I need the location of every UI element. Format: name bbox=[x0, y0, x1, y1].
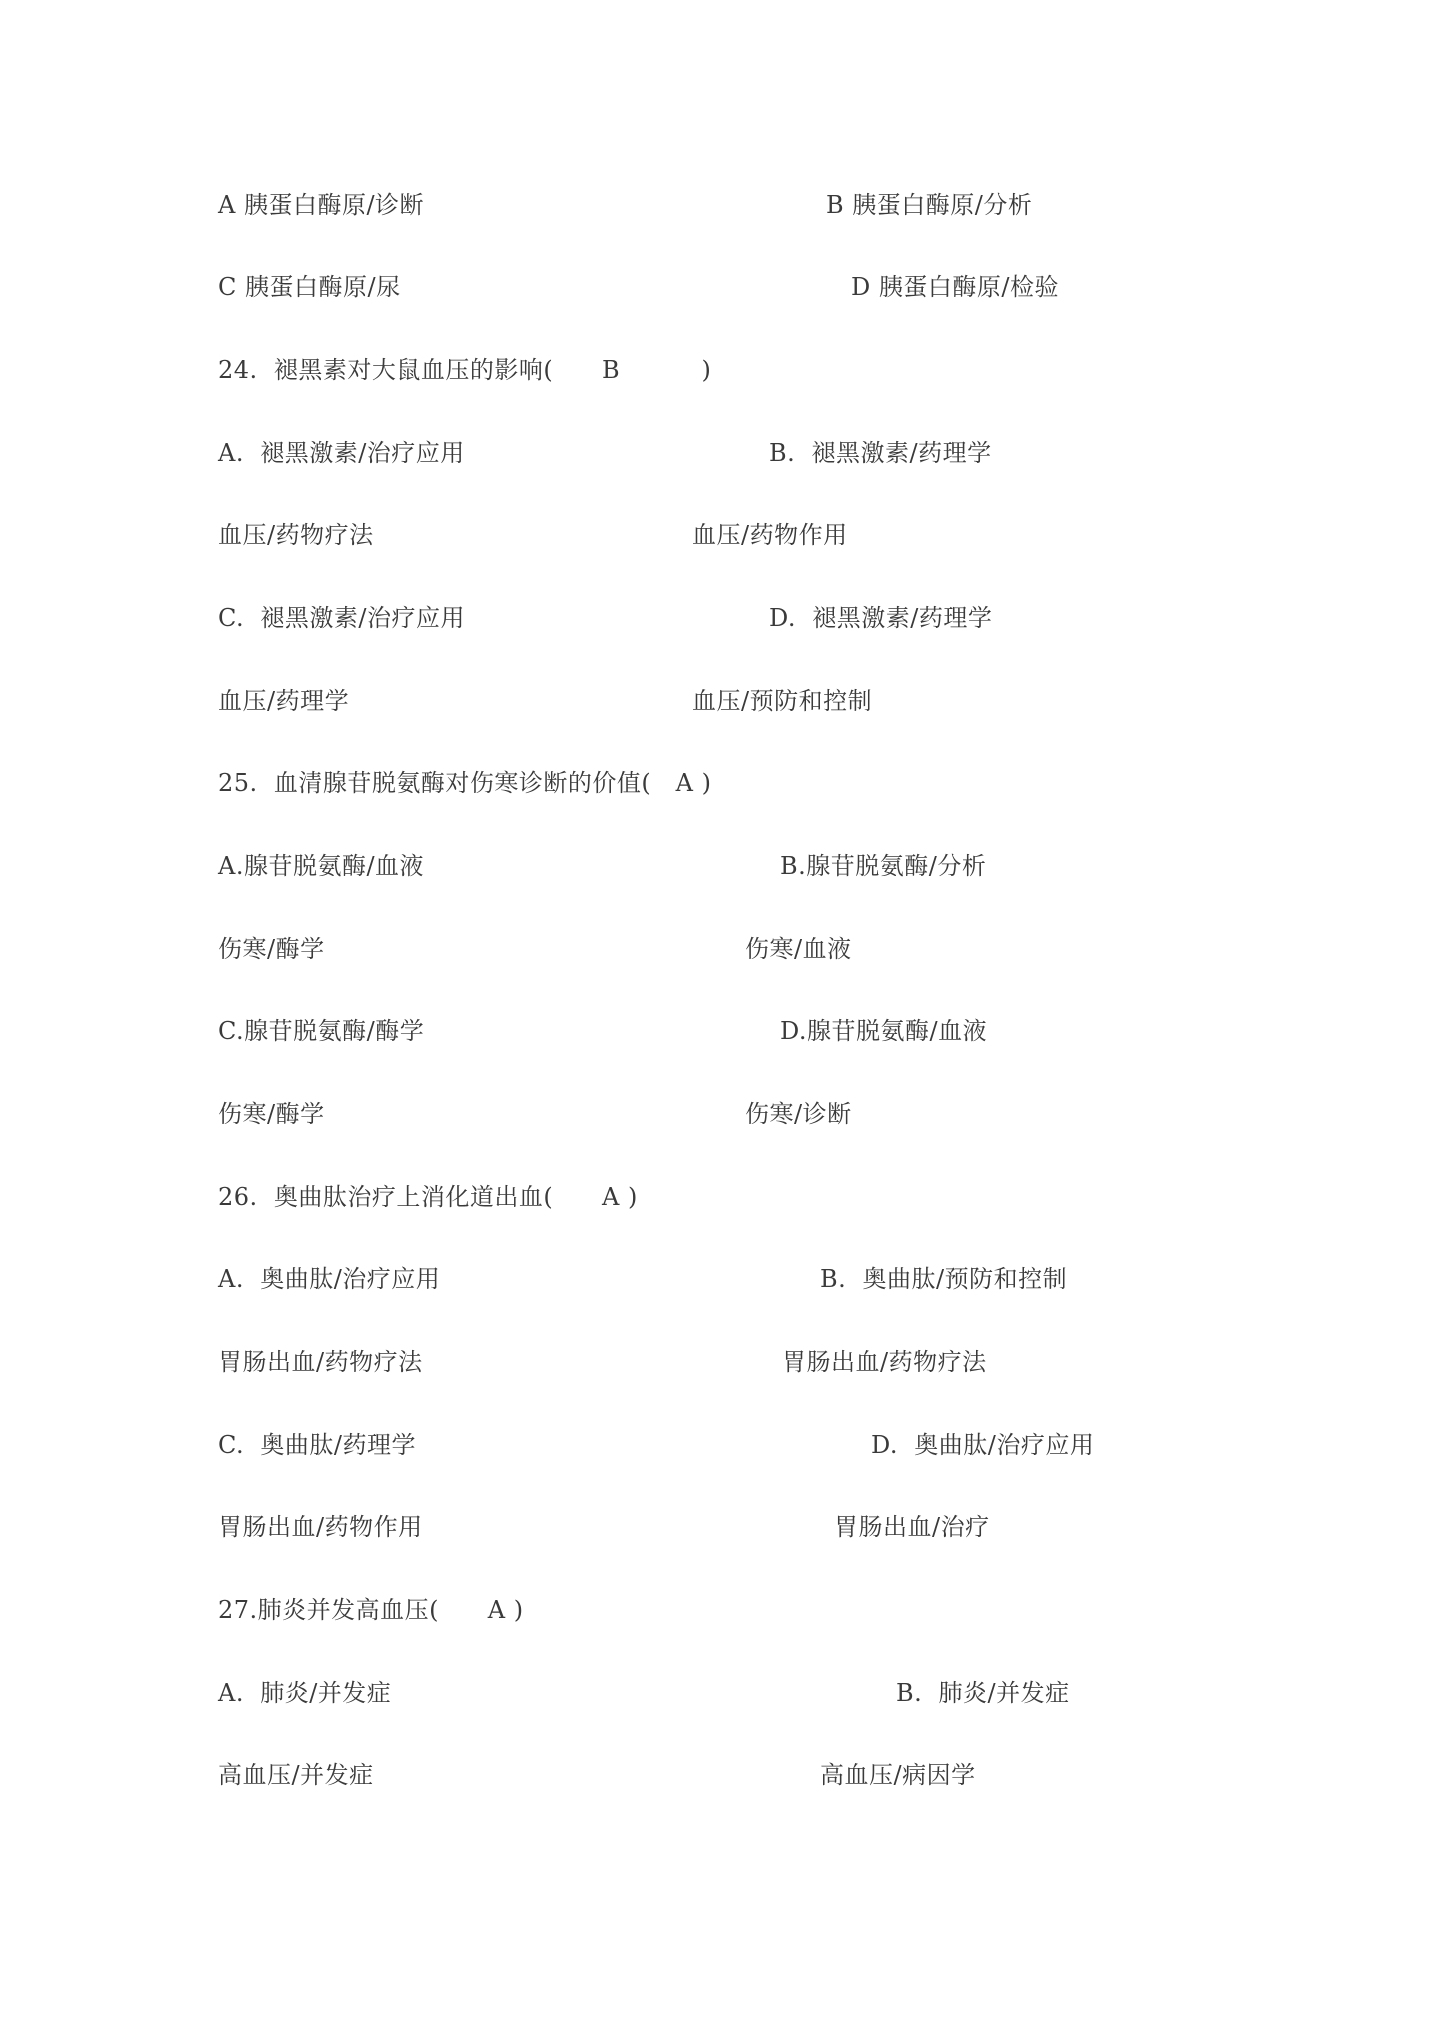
q25-option-d-line1: D.腺苷脱氨酶/血液 bbox=[780, 1017, 988, 1045]
q24-option-d-line1: D. 褪黑激素/药理学 bbox=[769, 604, 993, 632]
q24-option-b-line2: 血压/药物作用 bbox=[692, 521, 848, 549]
q27-option-b-line1: B. 肺炎/并发症 bbox=[896, 1679, 1070, 1707]
q24-option-c-line2: 血压/药理学 bbox=[218, 687, 350, 715]
q25-option-d-line2: 伤寒/诊断 bbox=[745, 1100, 852, 1128]
q26-option-c-line2: 胃肠出血/药物作用 bbox=[218, 1513, 423, 1541]
q24-option-d-line2: 血压/预防和控制 bbox=[692, 687, 873, 715]
q26-option-d-line2: 胃肠出血/治疗 bbox=[834, 1513, 990, 1541]
q25-option-b-line2: 伤寒/血液 bbox=[745, 935, 852, 963]
q26-option-d-line1: D. 奥曲肽/治疗应用 bbox=[871, 1431, 1095, 1459]
q27-option-a-line2: 高血压/并发症 bbox=[218, 1761, 374, 1789]
q23-option-b: B 胰蛋白酶原/分析 bbox=[826, 191, 1033, 219]
q24-option-a-line2: 血压/药物疗法 bbox=[218, 521, 374, 549]
q26-question: 26. 奥曲肽治疗上消化道出血( A ) bbox=[218, 1183, 638, 1211]
q25-option-c-line2: 伤寒/酶学 bbox=[218, 1100, 325, 1128]
q24-question: 24. 褪黑素对大鼠血压的影响( B ) bbox=[218, 356, 712, 384]
q27-option-b-line2: 高血压/病因学 bbox=[820, 1761, 976, 1789]
q23-option-c: C 胰蛋白酶原/尿 bbox=[218, 273, 401, 301]
q26-option-c-line1: C. 奥曲肽/药理学 bbox=[218, 1431, 416, 1459]
q24-option-a-line1: A. 褪黑激素/治疗应用 bbox=[218, 439, 465, 467]
q27-option-a-line1: A. 肺炎/并发症 bbox=[218, 1679, 392, 1707]
q23-option-d: D 胰蛋白酶原/检验 bbox=[851, 273, 1059, 301]
q25-question: 25. 血清腺苷脱氨酶对伤寒诊断的价值( A ) bbox=[218, 769, 712, 797]
q25-option-c-line1: C.腺苷脱氨酶/酶学 bbox=[218, 1017, 425, 1045]
q23-option-a: A 胰蛋白酶原/诊断 bbox=[218, 191, 425, 219]
q26-option-b-line2: 胃肠出血/药物疗法 bbox=[782, 1348, 987, 1376]
q25-option-a-line1: A.腺苷脱氨酶/血液 bbox=[218, 852, 425, 880]
q26-option-a-line1: A. 奥曲肽/治疗应用 bbox=[218, 1265, 441, 1293]
q25-option-a-line2: 伤寒/酶学 bbox=[218, 935, 325, 963]
q27-question: 27.肺炎并发高血压( A ) bbox=[218, 1596, 524, 1624]
q24-option-b-line1: B. 褪黑激素/药理学 bbox=[769, 439, 992, 467]
q26-option-b-line1: B. 奥曲肽/预防和控制 bbox=[820, 1265, 1068, 1293]
q26-option-a-line2: 胃肠出血/药物疗法 bbox=[218, 1348, 423, 1376]
q25-option-b-line1: B.腺苷脱氨酶/分析 bbox=[780, 852, 987, 880]
q24-option-c-line1: C. 褪黑激素/治疗应用 bbox=[218, 604, 465, 632]
